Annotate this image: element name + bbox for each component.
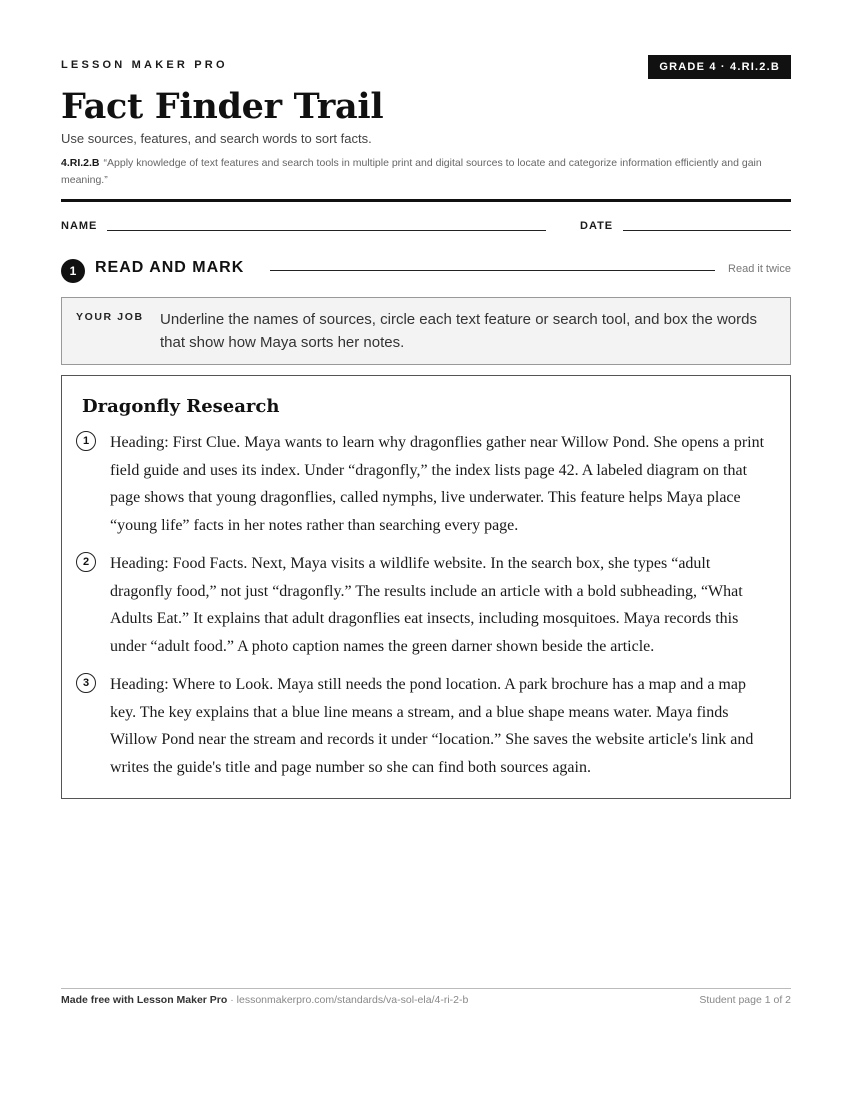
paragraph-number-badge: 3 xyxy=(76,673,96,693)
worksheet-page xyxy=(61,0,791,1100)
date-label: DATE xyxy=(580,220,614,232)
paragraph-text: Heading: Food Facts. Next, Maya visits a wildlife website. In the search box, she types “adult dragonfly food,” not just “dragonfly.” The results include an article with a bold subheading, “What Adults Eat.” It explains that adult dragonflies eat insects, including mosquitoes. Maya records this under “adult food.” A photo caption names the green darner shown beside the article. xyxy=(110,555,743,655)
page-footer xyxy=(61,994,791,1010)
date-field[interactable] xyxy=(623,230,791,231)
header-divider xyxy=(61,199,791,202)
paragraph-number-badge: 2 xyxy=(76,552,96,572)
page-subtitle: Use sources, features, and search words to sort facts. xyxy=(61,131,372,146)
footer-divider xyxy=(61,988,791,989)
paragraph-number-badge: 1 xyxy=(76,431,96,451)
top-bar xyxy=(61,55,791,79)
page-title: Fact Finder Trail xyxy=(61,86,384,127)
name-label: NAME xyxy=(61,220,98,232)
standard-description xyxy=(61,155,791,189)
job-instructions-box xyxy=(61,297,791,365)
passage-box xyxy=(61,375,791,799)
standard-text: “Apply knowledge of text features and search tools in multiple print and digital sources to locate and categorize information efficiently and gain meaning.” xyxy=(61,157,762,186)
passage-title: Dragonfly Research xyxy=(82,396,280,417)
job-label: YOUR JOB xyxy=(76,311,144,323)
footer-page-number: Student page 1 of 2 xyxy=(699,994,791,1006)
footer-made-with: Made free with Lesson Maker Pro xyxy=(61,994,228,1006)
name-field[interactable] xyxy=(107,230,546,231)
footer-separator: · xyxy=(227,994,237,1006)
section-number-badge: 1 xyxy=(61,259,85,283)
footer-url-link[interactable]: lessonmakerpro.com/standards/va-sol-ela/4-ri-2-b xyxy=(236,994,469,1006)
paragraph-text: Heading: First Clue. Maya wants to learn why dragonflies gather near Willow Pond. She opens a print field guide and uses its index. Under “dragonfly,” the index lists page 42. A labeled diagram on that page shows that young dragonflies, called nymphs, live underwater. This feature helps Maya place “young life” facts in her notes rather than searching every page. xyxy=(110,434,765,534)
grade-badge: GRADE 4 · 4.RI.2.B xyxy=(648,55,791,79)
job-text: Underline the names of sources, circle each text feature or search tool, and box the words that show how Maya sorts her notes. xyxy=(160,311,757,351)
name-date-row xyxy=(61,219,791,235)
section-title: READ AND MARK xyxy=(95,259,245,276)
section-header xyxy=(61,257,791,283)
section-note: Read it twice xyxy=(728,263,791,275)
brand-name: LESSON MAKER PRO xyxy=(61,59,228,71)
section-divider xyxy=(270,270,715,271)
paragraph-text: Heading: Where to Look. Maya still needs the pond location. A park brochure has a map and a map key. The key explains that a blue line means a stream, and a blue shape means water. Maya finds Willow Pond near the stream and records it under “location.” She saves the website article's link and writes the guide's title and page number so she can find both sources again. xyxy=(110,676,754,776)
standard-code: 4.RI.2.B xyxy=(61,157,100,169)
